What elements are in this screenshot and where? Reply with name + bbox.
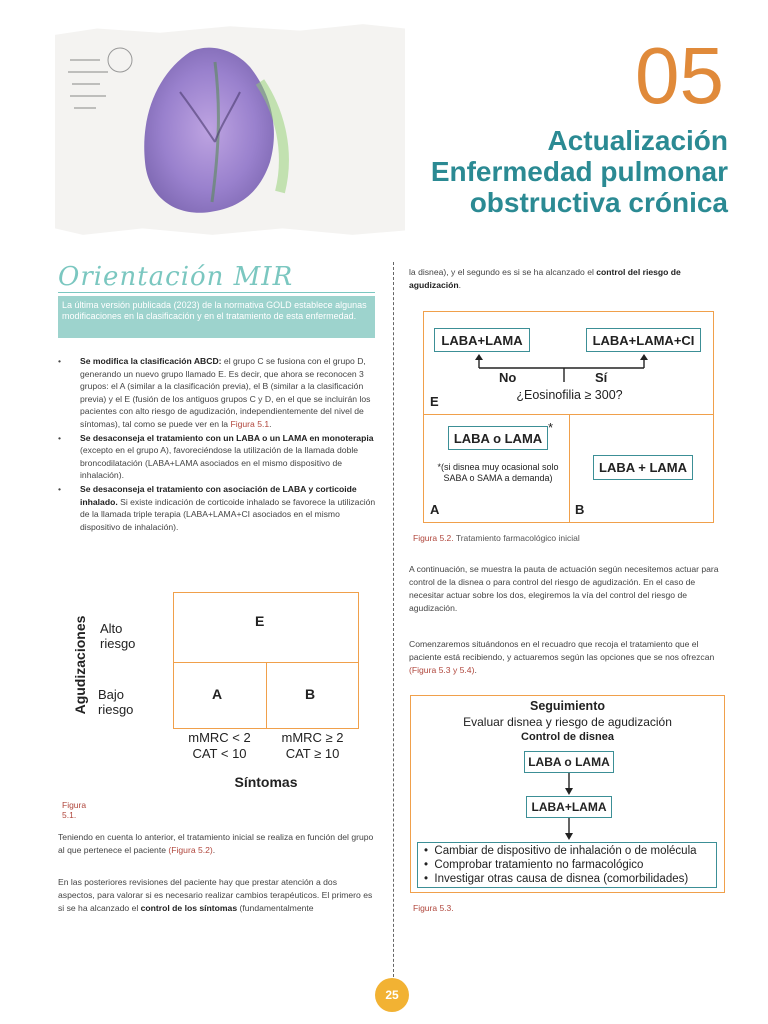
- page-number: 25: [375, 978, 409, 1012]
- figure-caption: [413, 533, 580, 543]
- figure-link[interactable]: (Figura 5.2): [168, 845, 213, 855]
- bullet-text: (excepto en el grupo A), favoreciéndose la utilización de la llamada doble broncodilatación (LABA+LAMA asociados en el mismo dispositivo de inhalación).: [80, 445, 359, 481]
- bullet-tail: .: [269, 418, 272, 429]
- label-si: Sí: [595, 370, 608, 385]
- paragraph-bold: control del riesgo de agudización: [409, 267, 681, 290]
- figure-caption-ref: Figura 5.2.: [413, 533, 454, 543]
- lung-illustration-icon: [120, 32, 320, 222]
- row-label-high: Alto riesgo: [100, 621, 136, 651]
- paragraph-text: (fundamentalmente: [237, 903, 314, 913]
- box-laba-o-lama: LABA o LAMA: [524, 751, 614, 773]
- paragraph-bold: control de los síntomas: [140, 903, 238, 913]
- box-laba-o-lama: LABA o LAMA: [448, 426, 548, 450]
- figure-title: Seguimiento: [529, 699, 605, 713]
- paragraph: [409, 266, 729, 292]
- box-laba-lama: LABA+LAMA: [526, 796, 612, 818]
- list-item-text: Investigar otras causa de disnea (comorbilidades): [434, 873, 689, 885]
- list-item: • Investigar otras causa de disnea (comorbilidades): [424, 873, 689, 885]
- bullet-item: [58, 432, 378, 482]
- bullet-bold: Se desaconseja el tratamiento con asociación de LABA y corticoide inhalado.: [80, 483, 357, 507]
- col-label-a: [173, 730, 266, 762]
- paragraph: [58, 831, 376, 857]
- col-label-b: [266, 730, 359, 762]
- bullet-bold: Se desaconseja el tratamiento con un LABA o un LAMA en monoterapia: [80, 432, 374, 443]
- figure-caption: Figura 5.1.: [62, 800, 87, 820]
- chapter-title-line: obstructiva crónica: [469, 187, 728, 218]
- paragraph-text: .: [474, 665, 477, 675]
- bullet-dot-icon: •: [58, 432, 62, 443]
- note-sabasama: *(si disnea muy ocasional solo SABA o SAMA a demanda): [437, 462, 559, 483]
- handwritten-notes-icon: [60, 40, 140, 160]
- bullet-text: el grupo C se fusiona con el grupo D, generando un nuevo grupo llamado E. Es decir, que ahora se reconocen 3 grupos: el A (similar a la clasificación previa), el B (similar a la clasificación previa) y el E (fusión de los antiguos grupos C y D, en el que se incluirán los pacientes con alto riesgo de agudización, independientemente del nivel de síntomas), tal como se puede ver en la: [80, 356, 371, 429]
- list-item-text: Comprobar tratamiento no farmacológico: [434, 859, 644, 871]
- paragraph-text: En las posteriores revisiones del paciente hay que prestar atención a dos aspectos, para valorar si es necesario realizar cambios terapéuticos. El primero es si se ha alcanzado el: [58, 877, 373, 913]
- bullet-item: [58, 355, 378, 431]
- box-laba-plus-lama: LABA + LAMA: [593, 455, 693, 480]
- paragraph: [409, 638, 729, 677]
- cell-e: E: [255, 613, 265, 629]
- bullet-dot-icon: •: [58, 483, 62, 494]
- section-label: Control de disnea: [521, 731, 614, 743]
- bullet-dot-icon: •: [58, 356, 62, 366]
- box-laba-lama-ci: LABA+LAMA+CI: [586, 328, 701, 352]
- chapter-title: [431, 125, 728, 218]
- group-label-a: A: [430, 502, 440, 517]
- list-item-text: Cambiar de dispositivo de inhalación o de molécula: [434, 845, 697, 857]
- orientacion-divider: [58, 292, 375, 293]
- paragraph-text: .: [458, 280, 462, 290]
- figure-link[interactable]: (Figura 5.3 y 5.4): [409, 665, 475, 675]
- figure-caption: Figura 5.3.: [413, 903, 454, 913]
- figure-link[interactable]: Figura 5.1: [230, 418, 270, 429]
- chapter-title-line: Actualización: [547, 125, 728, 156]
- figure-caption-text: Tratamiento farmacológico inicial: [453, 533, 580, 543]
- paragraph-text: .: [212, 845, 216, 855]
- orientacion-box: La última versión publicada (2023) de la normativa GOLD establece algunas modificaciones en la clasificación y en el tratamiento de esta enfermedad.: [58, 296, 375, 338]
- arrow-down-icon: [561, 818, 577, 842]
- figure-divider-v: [569, 414, 570, 522]
- figure-5-3: [410, 695, 725, 893]
- bullet-text: Si existe indicación de corticoide inhalado se favorece la utilización de la llamada triple terapia (LABA+LAMA+CI asociados en el mismo dispositivo de inhalación).: [80, 496, 376, 532]
- figure-5-2: [423, 311, 714, 523]
- row-label-low: Bajo riesgo: [98, 687, 134, 717]
- col-label-line: CAT ≥ 10: [285, 746, 340, 761]
- bullet-bold: Se modifica la clasificación ABCD:: [80, 356, 222, 366]
- chapter-number: 05: [635, 31, 724, 120]
- paragraph-text: Comenzaremos situándonos en el recuadro que recoja el tratamiento que el paciente está recibiendo, y actuaremos según las opciones que se nos ofrezcan: [409, 639, 715, 662]
- group-label-e: E: [430, 394, 439, 409]
- bullet-list: [58, 355, 378, 534]
- chapter-title-line: Enfermedad pulmonar: [430, 156, 728, 187]
- figure-subtitle: Evaluar disnea y riesgo de agudización: [463, 715, 672, 729]
- col-label-line: mMRC < 2: [188, 730, 251, 745]
- arrow-down-icon: [561, 773, 577, 797]
- cell-a: A: [212, 686, 223, 702]
- y-axis-label: Agudizaciones: [72, 615, 88, 715]
- column-divider: [393, 262, 394, 992]
- bullet-item: [58, 483, 378, 533]
- list-item: • Comprobar tratamiento no farmacológico: [424, 859, 644, 871]
- box-laba-lama: LABA+LAMA: [434, 328, 530, 352]
- paragraph: A continuación, se muestra la pauta de actuación según necesitemos actuar para control de la disnea o para control del riesgo de agudización. En el caso de necesitar actuar sobre los dos, elegiremos la vía del control del riesgo de agudización.: [409, 564, 719, 613]
- label-no: No: [499, 370, 517, 385]
- col-label-line: mMRC ≥ 2: [281, 730, 344, 745]
- grid-divider-v: [266, 662, 267, 729]
- recommendation-list: [417, 842, 717, 888]
- x-axis-label: Síntomas: [234, 774, 298, 790]
- paragraph-text: la disnea), y el segundo es si se ha alcanzado el: [409, 267, 597, 277]
- eosinophilia-question: ¿Eosinofilia ≥ 300?: [516, 388, 623, 402]
- asterisk: *: [548, 420, 554, 435]
- group-label-b: B: [575, 502, 585, 517]
- paragraph-text: Teniendo en cuenta lo anterior, el tratamiento inicial se realiza en función del grupo al que pertenece el paciente: [58, 832, 374, 855]
- orientacion-mir-label: Orientación MIR: [58, 262, 294, 292]
- paragraph: [58, 876, 376, 915]
- cell-b: B: [305, 686, 316, 702]
- list-item: • Cambiar de dispositivo de inhalación o de molécula: [424, 845, 697, 857]
- col-label-line: CAT < 10: [192, 746, 247, 761]
